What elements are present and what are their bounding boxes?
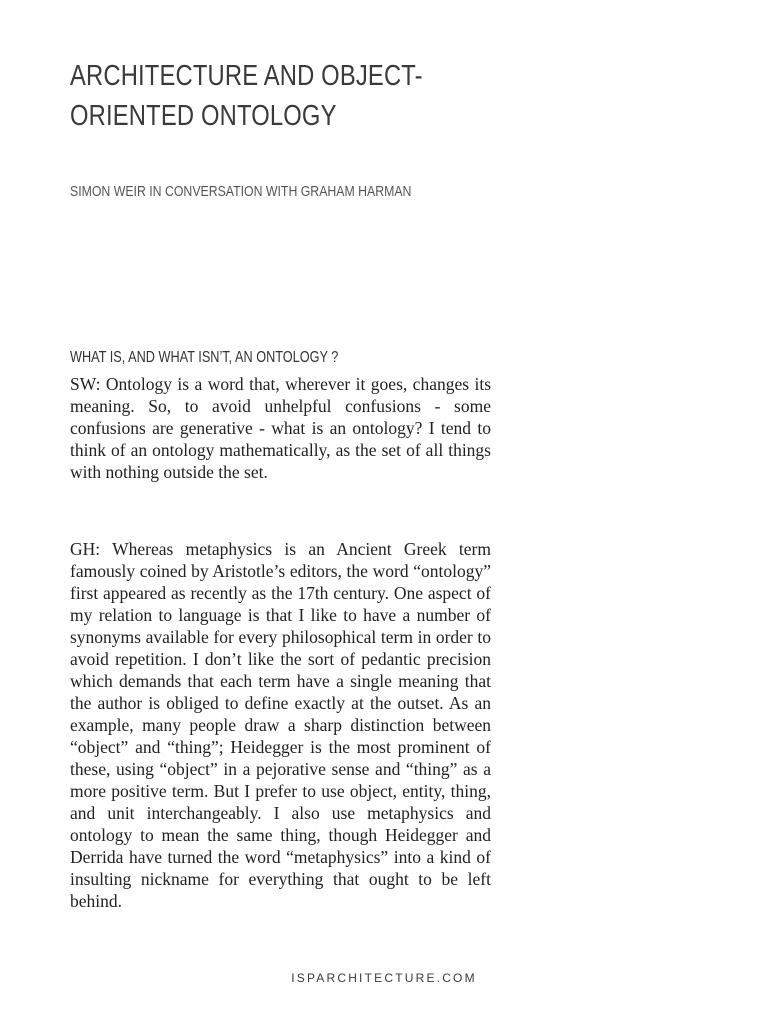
section-heading: WHAT IS, AND WHAT ISN’T, AN ONTOLOGY ? [70,349,339,366]
footer-site-link[interactable]: ISPARCHITECTURE.COM [291,971,477,985]
article-byline: SIMON WEIR IN CONVERSATION WITH GRAHAM HARMAN [70,183,412,200]
page-footer [0,971,768,985]
body-paragraph: SW: Ontology is a word that, wherever it goes, changes its meaning. So, to avoid unhelpful confusions - some confusions are generative - what is an ontology? I tend to think of an ontology mathematically, as the set of all things with nothing outside the set. [70,374,491,482]
body-paragraph: GH: Whereas metaphysics is an Ancient Greek term famously coined by Aristotle’s editors, the word “ontology” first appeared as recently as the 17th century. One aspect of my relation to language is that I like to have a number of synonyms available for every philosophical term in order to avoid repetition. I don’t like the sort of pedantic precision which demands that each term have a single meaning that the author is obliged to define exactly at the outset. As an example, many people draw a sharp distinction between “object” and “thing”; Heidegger is the most prominent of these, using “object” in a pejorative sense and “thing” as a more positive term. But I prefer to use object, entity, thing, and unit interchangeably. I also use metaphysics and ontology to mean the same thing, though Heidegger and Derrida have turned the word “metaphysics” into a kind of insulting nickname for everything that ought to be left behind. [70,539,491,911]
article-title: ARCHITECTURE AND OBJECT-ORIENTED ONTOLOGY [70,60,423,132]
